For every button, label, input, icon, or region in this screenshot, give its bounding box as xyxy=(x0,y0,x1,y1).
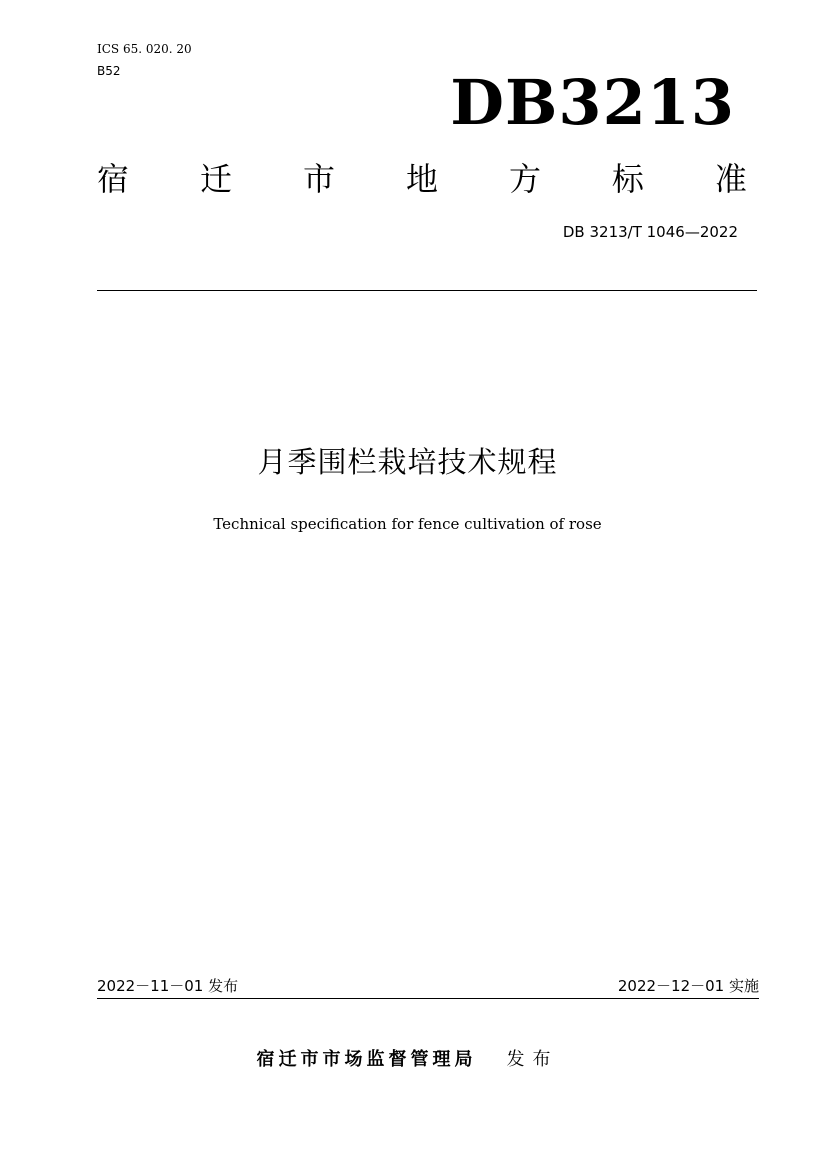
issuer-organization: 宿迁市市场监督管理局 xyxy=(256,1049,477,1070)
standard-number: DB 3213/T 1046—2022 xyxy=(562,223,738,241)
title-english: Technical specification for fence cultivation of rose xyxy=(213,515,602,533)
standard-type-char: 迁 xyxy=(199,160,232,198)
issuer xyxy=(0,1047,815,1073)
ics-code: ICS 65. 020. 20 xyxy=(97,42,192,56)
header-divider xyxy=(97,290,757,291)
implement-date: 2022－12－01 实施 xyxy=(617,977,759,995)
ccs-code: B52 xyxy=(97,64,121,78)
standard-type-char: 地 xyxy=(405,160,438,198)
standard-type-char: 宿 xyxy=(97,160,130,198)
standard-type xyxy=(97,158,747,200)
title-chinese: 月季围栏栽培技术规程 xyxy=(257,445,558,479)
dates-row xyxy=(97,976,759,999)
standard-type-char: 准 xyxy=(714,160,747,198)
db-code: DB3213 xyxy=(450,66,735,139)
issuer-action: 发布 xyxy=(506,1049,559,1070)
standard-type-char: 市 xyxy=(302,160,335,198)
standard-type-char: 方 xyxy=(508,160,541,198)
publish-date: 2022－11－01 发布 xyxy=(97,977,239,995)
standard-type-char: 标 xyxy=(611,160,644,198)
